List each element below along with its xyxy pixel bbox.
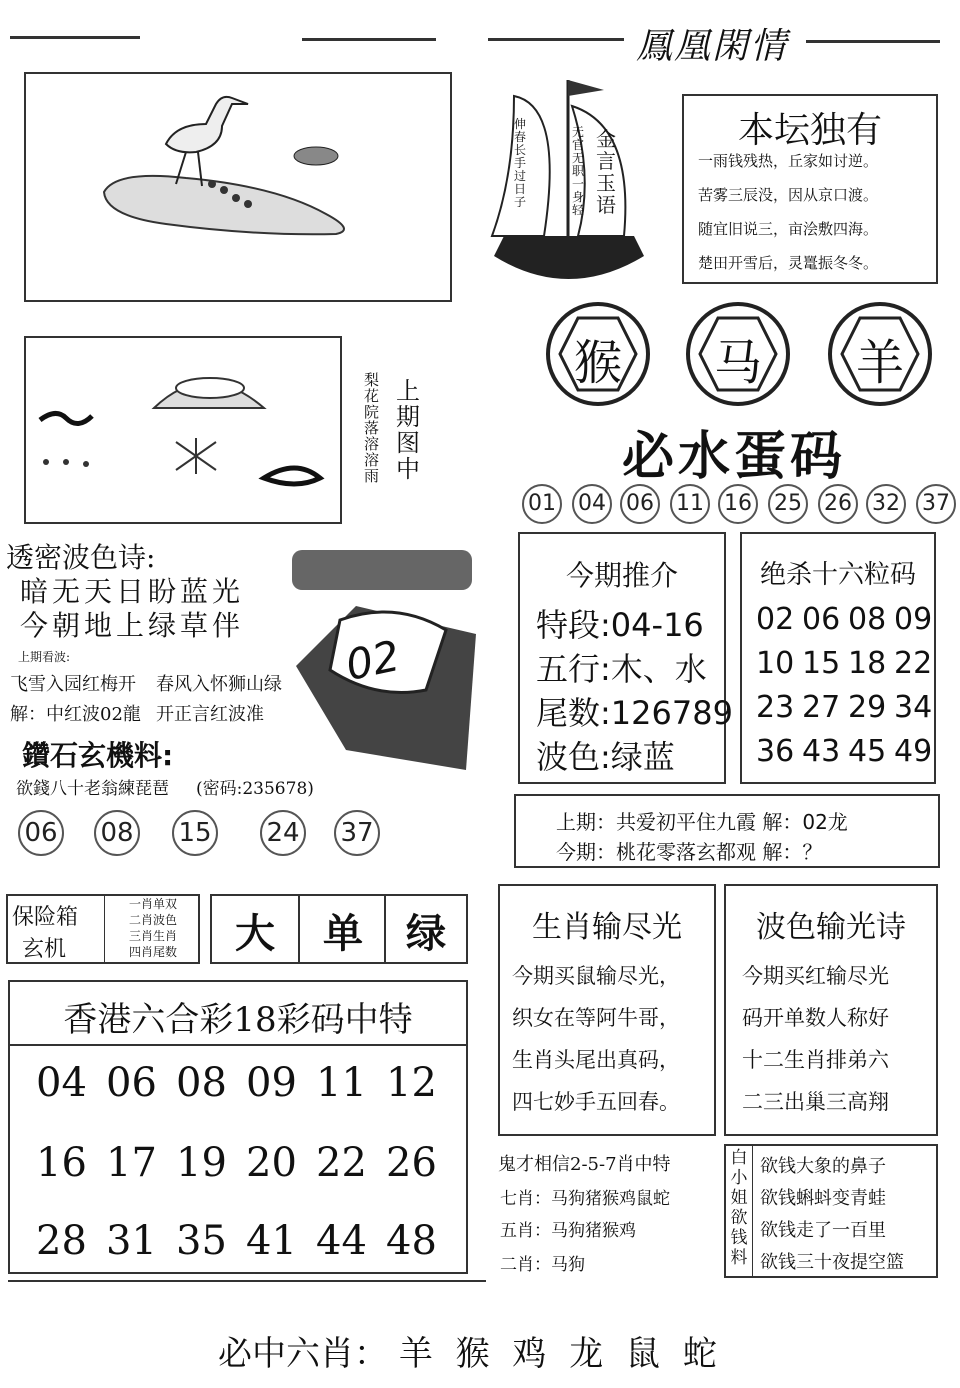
- bose-poem-line-2: 码开单数人称好: [742, 1006, 889, 1030]
- hk-number: 35: [176, 1218, 227, 1264]
- shengxiao-poem-box: [498, 884, 716, 1136]
- jueshi-row: [756, 690, 932, 725]
- jueshi-number: 45: [848, 734, 887, 769]
- tuomi-last-text-3: 解：中红波02龍: [10, 704, 141, 725]
- bose-poem-line-4: 二三出巢三高翔: [742, 1090, 889, 1114]
- zodiac-hexagon-1-label: 猴: [573, 335, 622, 391]
- zodiac-hexagon-2-label: 马: [713, 335, 762, 391]
- xiaojie-box: [724, 1144, 938, 1278]
- zodiac-hexagon-3-label: 羊: [855, 335, 904, 391]
- hk-number: 22: [316, 1140, 367, 1186]
- zuanshi-number: 24: [260, 810, 306, 856]
- tuomi-line-1: 暗无天日盼蓝光: [20, 575, 245, 608]
- hk-number: 20: [246, 1140, 297, 1186]
- bose-poem-title: 波色输光诗: [756, 910, 906, 945]
- bizhong-number: 32: [866, 484, 906, 524]
- tuijie-value: :木、水: [600, 650, 707, 688]
- hk-number: 44: [316, 1218, 367, 1264]
- hk-number: 17: [106, 1140, 157, 1186]
- jueshi-row: [756, 602, 932, 637]
- hk-number: 12: [386, 1060, 437, 1106]
- safe-item: 三肖生肖: [128, 929, 177, 943]
- bizhong-number: 25: [768, 484, 808, 524]
- guicai-title: 鬼才相信2-5-7肖中特: [498, 1154, 671, 1175]
- guicai-line-1: 七肖：马狗猪猴鸡鼠蛇: [500, 1189, 670, 1209]
- hk-title: 香港六合彩18彩码中特: [63, 1000, 413, 1040]
- jueshi-number: 06: [802, 602, 841, 637]
- safe-label-line-1: 保险箱: [12, 905, 79, 930]
- bizhong-number: 37: [916, 484, 956, 524]
- zuanshi-number: 37: [334, 810, 380, 856]
- tuomi-line-2: 今朝地上绿草伴: [20, 609, 245, 642]
- safe-item: 四肖尾数: [128, 945, 177, 959]
- hk-row: [36, 1218, 437, 1264]
- jueshi-number: 10: [756, 646, 795, 681]
- xiaojie-line-3: 欲钱走了一百里: [760, 1220, 886, 1241]
- tuijie-row: [536, 644, 707, 690]
- snake-caption-label: 上期图中: [396, 377, 420, 483]
- hk-number: 41: [246, 1218, 297, 1264]
- crane-illustration-panel: [24, 72, 452, 302]
- header-rule-mid: [302, 38, 436, 41]
- shengxiao-poem-line-3: 生肖头尾出真码，: [512, 1048, 680, 1072]
- shengxiao-poem-line-2: 织女在等阿牛哥，: [512, 1006, 680, 1030]
- hk-row: [36, 1060, 437, 1106]
- ship-illustration: [484, 66, 654, 296]
- safe-box: [6, 894, 200, 964]
- turtle-icon: [294, 147, 338, 165]
- tuijie-value: :04-16: [600, 606, 704, 644]
- header-rule-right-a: [488, 38, 624, 41]
- safe-items: [104, 896, 201, 962]
- bizhong-number: 01: [522, 484, 562, 524]
- tuijie-label: 五行: [536, 650, 601, 688]
- shengxiao-poem-line-4: 四七妙手五回春。: [512, 1090, 680, 1114]
- zuanshi-number: 08: [94, 810, 140, 856]
- ship-left-text: 伸春长手过日子: [514, 117, 527, 209]
- shengxiao-poem-line-1: 今期买鼠输尽光，: [512, 964, 680, 988]
- jueshi-title: 绝杀十六粒码: [759, 560, 916, 590]
- bizhong-number: 06: [620, 484, 660, 524]
- tuijie-row: [536, 688, 733, 734]
- jueshi-row: [756, 646, 932, 681]
- xiaojie-line-4: 欲钱三十夜提空篮: [760, 1252, 904, 1273]
- jueshi-number: 36: [756, 734, 795, 769]
- bizhong-number: 04: [572, 484, 612, 524]
- safe-label-line-2: 玄机: [22, 937, 67, 962]
- hk-number: 06: [106, 1060, 157, 1106]
- well-snake-illustration: [26, 338, 340, 522]
- bizhong-number: 16: [718, 484, 758, 524]
- safe-item: 二肖波色: [128, 913, 177, 927]
- ship-icon: [484, 66, 654, 296]
- ship-right-text: 无官无职一身轻: [572, 125, 585, 217]
- footer-zodiacs: 羊 猴 鸡 龙 鼠 蛇: [398, 1334, 723, 1374]
- bizhong-number: 11: [670, 484, 710, 524]
- crane-icon: [166, 97, 248, 152]
- jueshi-number: 09: [894, 602, 933, 637]
- hk-number: 19: [176, 1140, 227, 1186]
- hk-number: 28: [36, 1218, 87, 1264]
- coiled-snake-icon: [264, 468, 320, 484]
- zuanshi-clue: 欲錢八十老翁練琵琶: [16, 779, 169, 799]
- poem-line-3: 随宜旧说三，亩浍敷四海。: [698, 220, 879, 238]
- tuomi-last-label: 上期看波:: [18, 650, 71, 664]
- zuanshi-number: 15: [172, 810, 218, 856]
- footer-six-zodiacs: [218, 1326, 723, 1375]
- tuomi-last-text-2: 春风入怀狮山绿: [156, 674, 282, 695]
- bizhong-title: 必水蛋码: [622, 427, 847, 487]
- tuijie-title: 今期推介: [565, 559, 678, 592]
- poem-line-2: 苦雾三辰没，因从京口渡。: [698, 186, 879, 204]
- jueshi-number: 49: [894, 734, 933, 769]
- hk-number: 08: [176, 1060, 227, 1106]
- bose-poem-box: [724, 884, 938, 1136]
- shengxiao-poem-title: 生肖输尽光: [532, 910, 682, 945]
- zodiac-hexagon-3: [828, 302, 932, 406]
- xiaojie-line-2: 欲钱蝌蚪变青蛙: [760, 1188, 886, 1209]
- well-icon: [176, 378, 244, 398]
- xiaojie-line-1: 欲钱大象的鼻子: [760, 1156, 886, 1177]
- jueshi-number: 27: [802, 690, 841, 725]
- tuomi-title: 透密波色诗:: [6, 541, 156, 574]
- jueshi-number: 22: [894, 646, 933, 681]
- tuijie-row: [536, 600, 704, 646]
- big-cell-1: 大: [235, 910, 275, 957]
- tuijie-row: [536, 732, 675, 778]
- zodiac-hexagon-1: [546, 302, 650, 406]
- header-rule-left: [10, 36, 140, 39]
- jueshi-number: 43: [802, 734, 841, 769]
- big-cell-3: 绿: [406, 910, 446, 957]
- hk-underline: [8, 1280, 486, 1282]
- xiaojie-side-label: 白小姐欲钱料: [730, 1148, 748, 1268]
- tuomi-last-text-4: 开正言红波准: [156, 704, 264, 725]
- header-title: 鳳凰閑情: [636, 26, 789, 67]
- riddle-current: 今期：桃花零落玄都观 解：？: [556, 840, 823, 864]
- guicai-line-3: 二肖：马狗: [500, 1255, 585, 1275]
- ship-sail-label: 金言玉语: [596, 127, 616, 217]
- poem-line-1: 一雨钱残热，丘家如讨逆。: [698, 152, 879, 170]
- safe-item: 一肖单双: [128, 897, 177, 911]
- hk-number: 04: [36, 1060, 87, 1106]
- hk-number: 09: [246, 1060, 297, 1106]
- jueshi-number: 02: [756, 602, 795, 637]
- hk-number: 48: [386, 1218, 437, 1264]
- riddle-box: [514, 794, 940, 868]
- snake-illustration-panel: [24, 336, 342, 524]
- tuijie-label: 特段: [536, 606, 601, 644]
- zuanshi-number: 06: [18, 810, 64, 856]
- footer-label: 必中六肖：: [218, 1334, 388, 1374]
- snake-caption-vertical: 梨花院落溶溶雨: [364, 371, 380, 485]
- hk-box: [8, 980, 468, 1274]
- guicai-line-2: 五肖：马狗猪猴鸡: [500, 1221, 636, 1241]
- tuijie-label: 波色: [536, 738, 601, 776]
- big-cell-2: 单: [323, 910, 363, 957]
- jueshi-row: [756, 734, 932, 769]
- treasure-number: 02: [341, 630, 404, 691]
- jueshi-number: 15: [802, 646, 841, 681]
- snake-icon: [40, 413, 92, 423]
- poem-box: [682, 94, 938, 284]
- treasure-chest-illustration: [286, 540, 480, 784]
- jueshi-number: 23: [756, 690, 795, 725]
- hk-number: 16: [36, 1140, 87, 1186]
- grid-icon: [176, 438, 216, 474]
- hk-title-divider: [10, 1044, 466, 1046]
- zuanshi-title: 鑽石玄機料:: [22, 739, 174, 772]
- jueshi-number: 29: [848, 690, 887, 725]
- zodiac-hexagon-2: [686, 302, 790, 406]
- crane-on-rock-illustration: [26, 74, 450, 300]
- jueshi-number: 34: [894, 690, 933, 725]
- jueshi-box: [740, 532, 936, 784]
- big-box: [210, 894, 468, 964]
- tuijie-label: 尾数: [536, 694, 601, 732]
- zuanshi-password: (密码:235678): [196, 779, 314, 799]
- poem-line-4: 楚田开雪后，灵鼍振冬冬。: [698, 254, 879, 272]
- xiaojie-side-divider: [752, 1146, 753, 1276]
- hk-row: [36, 1140, 437, 1186]
- bizhong-number: 26: [818, 484, 858, 524]
- hk-number: 11: [316, 1060, 367, 1106]
- poem-box-title: 本坛独有: [737, 110, 882, 151]
- header-rule-right-b: [806, 40, 940, 43]
- hk-number: 31: [106, 1218, 157, 1264]
- tuijie-value: :绿蓝: [600, 738, 675, 776]
- tuijie-box: [518, 532, 733, 784]
- riddle-last: 上期：共爱初平住九霞 解：02龙: [556, 810, 848, 834]
- bose-poem-line-3: 十二生肖排弟六: [742, 1048, 889, 1072]
- bose-poem-line-1: 今期买红输尽光: [742, 964, 889, 988]
- tuijie-value: :126789: [600, 694, 733, 732]
- jueshi-number: 18: [848, 646, 887, 681]
- hk-number: 26: [386, 1140, 437, 1186]
- tuomi-last-text-1: 飞雪入园红梅开: [10, 674, 136, 695]
- jueshi-number: 08: [848, 602, 887, 637]
